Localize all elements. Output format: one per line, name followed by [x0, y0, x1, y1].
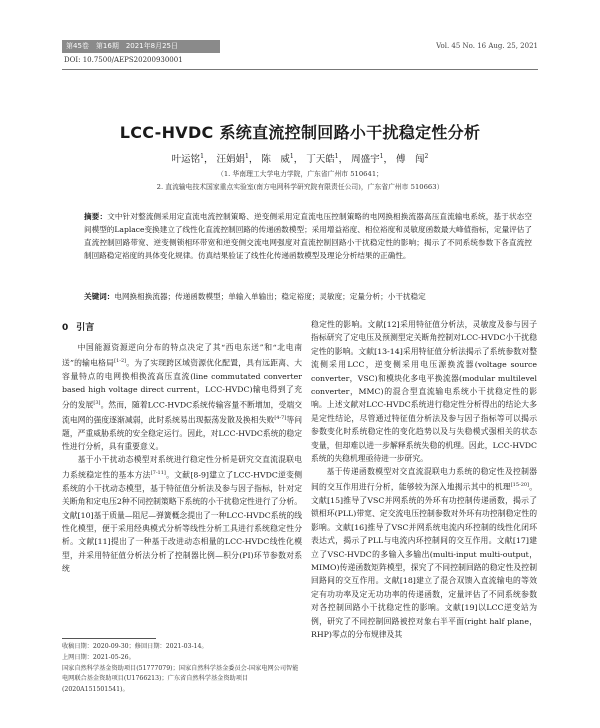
author: 周盛宇$^1$: [351, 152, 384, 165]
paragraph: 中国能源资源逆向分布的特点决定了其“西电东送”和“北电南送”的输电格局[1-2]。为了实现跨区域资源优化配置，具有远距离、大容量特点的电网换相换流高压直流(line commutated converter based high voltage direct current，LCC-HVDC)输电得到了充分的发展[3]。然而，随着LCC-HVDC系统传输容量不断增加，受端交流电网的强度逐渐减弱，此时系统易出现振荡发散及换相失败[4-7]等问题，严重威胁系统的安全稳定运行。因此，对LCC-HVDC系统的稳定性进行分析，具有重要意义。: [62, 343, 303, 452]
section-heading: [62, 322, 302, 335]
section-number: 0: [62, 323, 69, 333]
citation[interactable]: [7-11]: [150, 469, 166, 476]
keywords-label: 关键词：: [84, 292, 115, 301]
abstract-label: 摘要：: [84, 212, 108, 221]
author: 陈 威$^1$: [261, 152, 294, 165]
journal-issue-bar: 第45卷 第16期 2021年8月25日: [62, 40, 220, 53]
citation[interactable]: [3]: [93, 399, 101, 406]
paragraph: 基于小干扰动态模型对系统进行稳定性分析是研究交直流混联电力系统稳定性的基本方法[7-11]。文献[8-9]建立了LCC-HVDC逆变侧系统的小干扰动态模型，基于特征值分析法及参与因子指标，针对定关断角和定电压2种不同控制策略下系统的小干扰稳定性进行了分析。文献[10]基于质量—阻尼—弹簧概念提出了一种LCC-HVDC系统的线性化模型，便于采用经典模式分析等线性分析工具进行系统稳定性分析。文献[11]提出了一种基于改进动态相量的LCC-HVDC线性化模型，并采用特征值分析法分析了控制器比例—积分(PI)环节参数对系统: [62, 455, 303, 574]
footnotes: [62, 642, 302, 696]
keywords: [84, 290, 532, 303]
author-list: 叶运铭$^1$， 汪娟娟$^1$， 陈 威$^1$， 丁天皓$^1$， 周盛宇$^1$， 傅 闯$^2$: [171, 152, 429, 165]
author: 傅 闯$^2$: [396, 152, 429, 165]
body-left-column: [62, 322, 302, 576]
paragraph: 基于传递函数模型对交直流混联电力系统的稳定性及控制器间的交互作用进行分析，能够较为深入地揭示其中的机理[15-20]。文献[15]推导了VSC并网系统的外环有功控制传递函数，揭示了锁相环(PLL)带宽、定交流电压控制参数对外环有功控制稳定性的影响。文献[16]推导了VSC并网系统电流内环控制的线性化闭环表达式，揭示了PLL与电流内环控制间的交互作用。文献[17]建立了VSC-HVDC的多输入多输出(multi-input multi-output，MIMO)传递函数矩阵模型，探究了不同控制回路的稳定性及控制回路间的交互作用。文献[18]建立了混合双馈入直流输电的等效定有功功率及定无功功率的传递函数，定量评估了不同系统参数对各控制回路小干扰稳定性的影响。文献[19]以LCC逆变站为例，研究了不同控制回路被控对象右半平面(right half plane，RHP)零点的分布规律及其: [311, 467, 538, 639]
author: 叶运铭$^1$: [171, 152, 204, 165]
keywords-text: 电网换相换流器；传递函数模型；单输入单输出；稳定裕度；灵敏度；定量分析；小干扰稳定: [114, 292, 426, 301]
footnote-divider: [62, 638, 156, 639]
volume-info: Vol. 45 No. 16 Aug. 25, 2021: [436, 42, 538, 50]
author: 汪娟娟$^1$: [216, 152, 249, 165]
citation[interactable]: [15-20]: [510, 481, 530, 488]
abstract-text: 文中针对整流侧采用定直流电流控制策略、逆变侧采用定直流电压控制策略的电网换相换流器高压直流输电系统，基于状态空间模型的Laplace变换建立了线性化直流控制回路的传递函数模型；采用增益裕度、相位裕度和灵敏度函数最大峰值指标，定量评估了直流控制回路带宽、逆变侧锁相环带宽和逆变侧交流电网强度对直流控制回路小干扰稳定性的影响；揭示了不同系统参数下各直流控制回路稳定裕度的具体变化规律。仿真结果验证了线性化传递函数模型及理论分析结果的正确性。: [84, 212, 533, 260]
doi[interactable]: DOI: 10.7500/AEPS20200930001: [64, 56, 183, 64]
citation[interactable]: [1-2]: [114, 357, 127, 364]
paper-title: LCC-HVDC 系统直流控制回路小干扰稳定性分析: [119, 123, 481, 142]
body-right-column: [311, 318, 537, 641]
paragraph: 稳定性的影响。文献[12]采用特征值分析法，灵敏度及参与因子指标研究了定电压及预测型定关断角控制对LCC-HVDC小干扰稳定性的影响。文献[13-14]采用特征值分析法揭示了系统参数对整流侧采用LCC，逆变侧采用电压源换流器(voltage source converter，VSC)和模块化多电平换流器(modular multilevel converter，MMC)的混合型直流输电系统小干扰稳定性的影响。上述文献对LCC-HVDC系统进行稳定性分析得出的结论大多是定性结论，尽管通过特征值分析法及参与因子指标等可以揭示参数变化时系统稳定性的变化趋势以及与失稳模式强相关的状态变量，但却难以进一步解释系统失稳的机理。因此，LCC-HVDC系统的失稳机理亟待进一步研究。: [311, 320, 537, 464]
affiliation-1: （1. 华南理工大学电力学院，广东省广州市 510641；: [217, 170, 383, 178]
abstract: [84, 210, 532, 262]
footnote-received: 收稿日期：2020-09-30；修回日期：2021-03-14。: [62, 643, 208, 650]
citation[interactable]: [4-7]: [274, 414, 287, 421]
author: 丁天皓$^1$: [306, 152, 339, 165]
affiliation-2: 2. 直流输电技术国家重点实验室(南方电网科学研究院有限责任公司)，广东省广州市 510663）: [156, 183, 444, 191]
footnote-online: 上网日期：2021-05-26。: [62, 653, 135, 661]
section-title: 引言: [76, 323, 95, 333]
header-divider: [62, 69, 538, 70]
footnote-funding: 国家自然科学基金资助项目(51777079)；国家自然科学基金委员会-国家电网公司智能电网联合基金资助项目(U1766213)；广东省自然科学基金资助项目(2020A151501541)。: [62, 664, 299, 694]
